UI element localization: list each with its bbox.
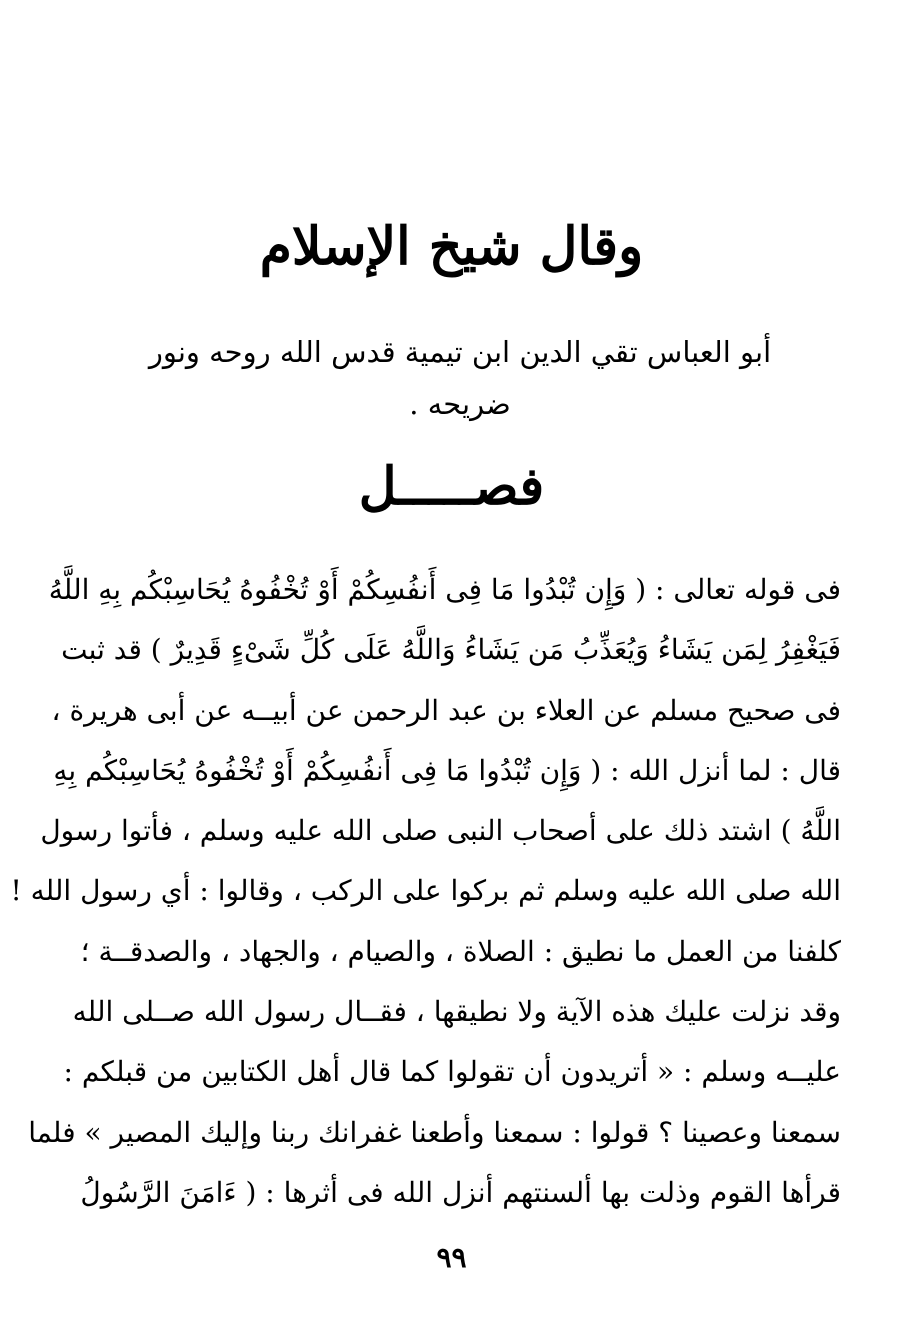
text-line: فَيَغْفِرُ لِمَن يَشَاءُ وَيُعَذِّبُ مَن يَشَاءُ وَاللَّهُ عَلَى كُلِّ شَىْءٍ قَدِيرٌ ) قد ثبت xyxy=(61,633,841,667)
page-title: وقال شيخ الإسلام xyxy=(259,216,644,277)
text-line: عليــه وسلم : « أتريدون أن تقولوا كما قال أهل الكتابين من قبلكم : xyxy=(63,1055,841,1089)
text-line: قال : لما أنزل الله : ( وَإِن تُبْدُوا مَا فِى أَنفُسِكُمْ أَوْ تُخْفُوهُ يُحَاسِبْكُم بِهِ xyxy=(53,753,841,787)
text-line: كلفنا من العمل ما نطيق : الصلاة ، والصيام ، والجهاد ، والصدقــة ؛ xyxy=(80,934,841,968)
text-line: الله صلى الله عليه وسلم ثم بركوا على الركب ، وقالوا : أي رسول الله ! xyxy=(10,874,841,908)
text-line: سمعنا وعصينا ؟ قولوا : سمعنا وأطعنا غفرانك ربنا وإليك المصير » فلما xyxy=(28,1115,841,1149)
text-line: فى قوله تعالى : ( وَإِن تُبْدُوا مَا فِى أَنفُسِكُمْ أَوْ تُخْفُوهُ يُحَاسِبْكُم بِهِ اللَّهُ xyxy=(48,573,841,606)
text-line: اللَّهُ ) اشتد ذلك على أصحاب النبى صلى الله عليه وسلم ، فأتوا رسول xyxy=(40,814,841,848)
author-subtitle: أبو العباس تقي الدين ابن تيمية قدس الله روحه ونور ضريحه . xyxy=(148,335,772,421)
text-line: وقد نزلت عليك هذه الآية ولا نطيقها ، فقــال رسول الله صــلى الله xyxy=(72,995,841,1029)
section-heading: فصـــــل xyxy=(358,456,545,517)
text-line: قرأها القوم وذلت بها ألسنتهم أنزل الله فى أثرها : ( ءَامَنَ الرَّسُولُ xyxy=(80,1175,841,1209)
body-text xyxy=(10,560,841,1223)
text-line: فى صحيح مسلم عن العلاء بن عبد الرحمن عن أبيــه عن أبى هريرة ، xyxy=(51,693,841,727)
page-number: ٩٩ xyxy=(436,1241,467,1274)
